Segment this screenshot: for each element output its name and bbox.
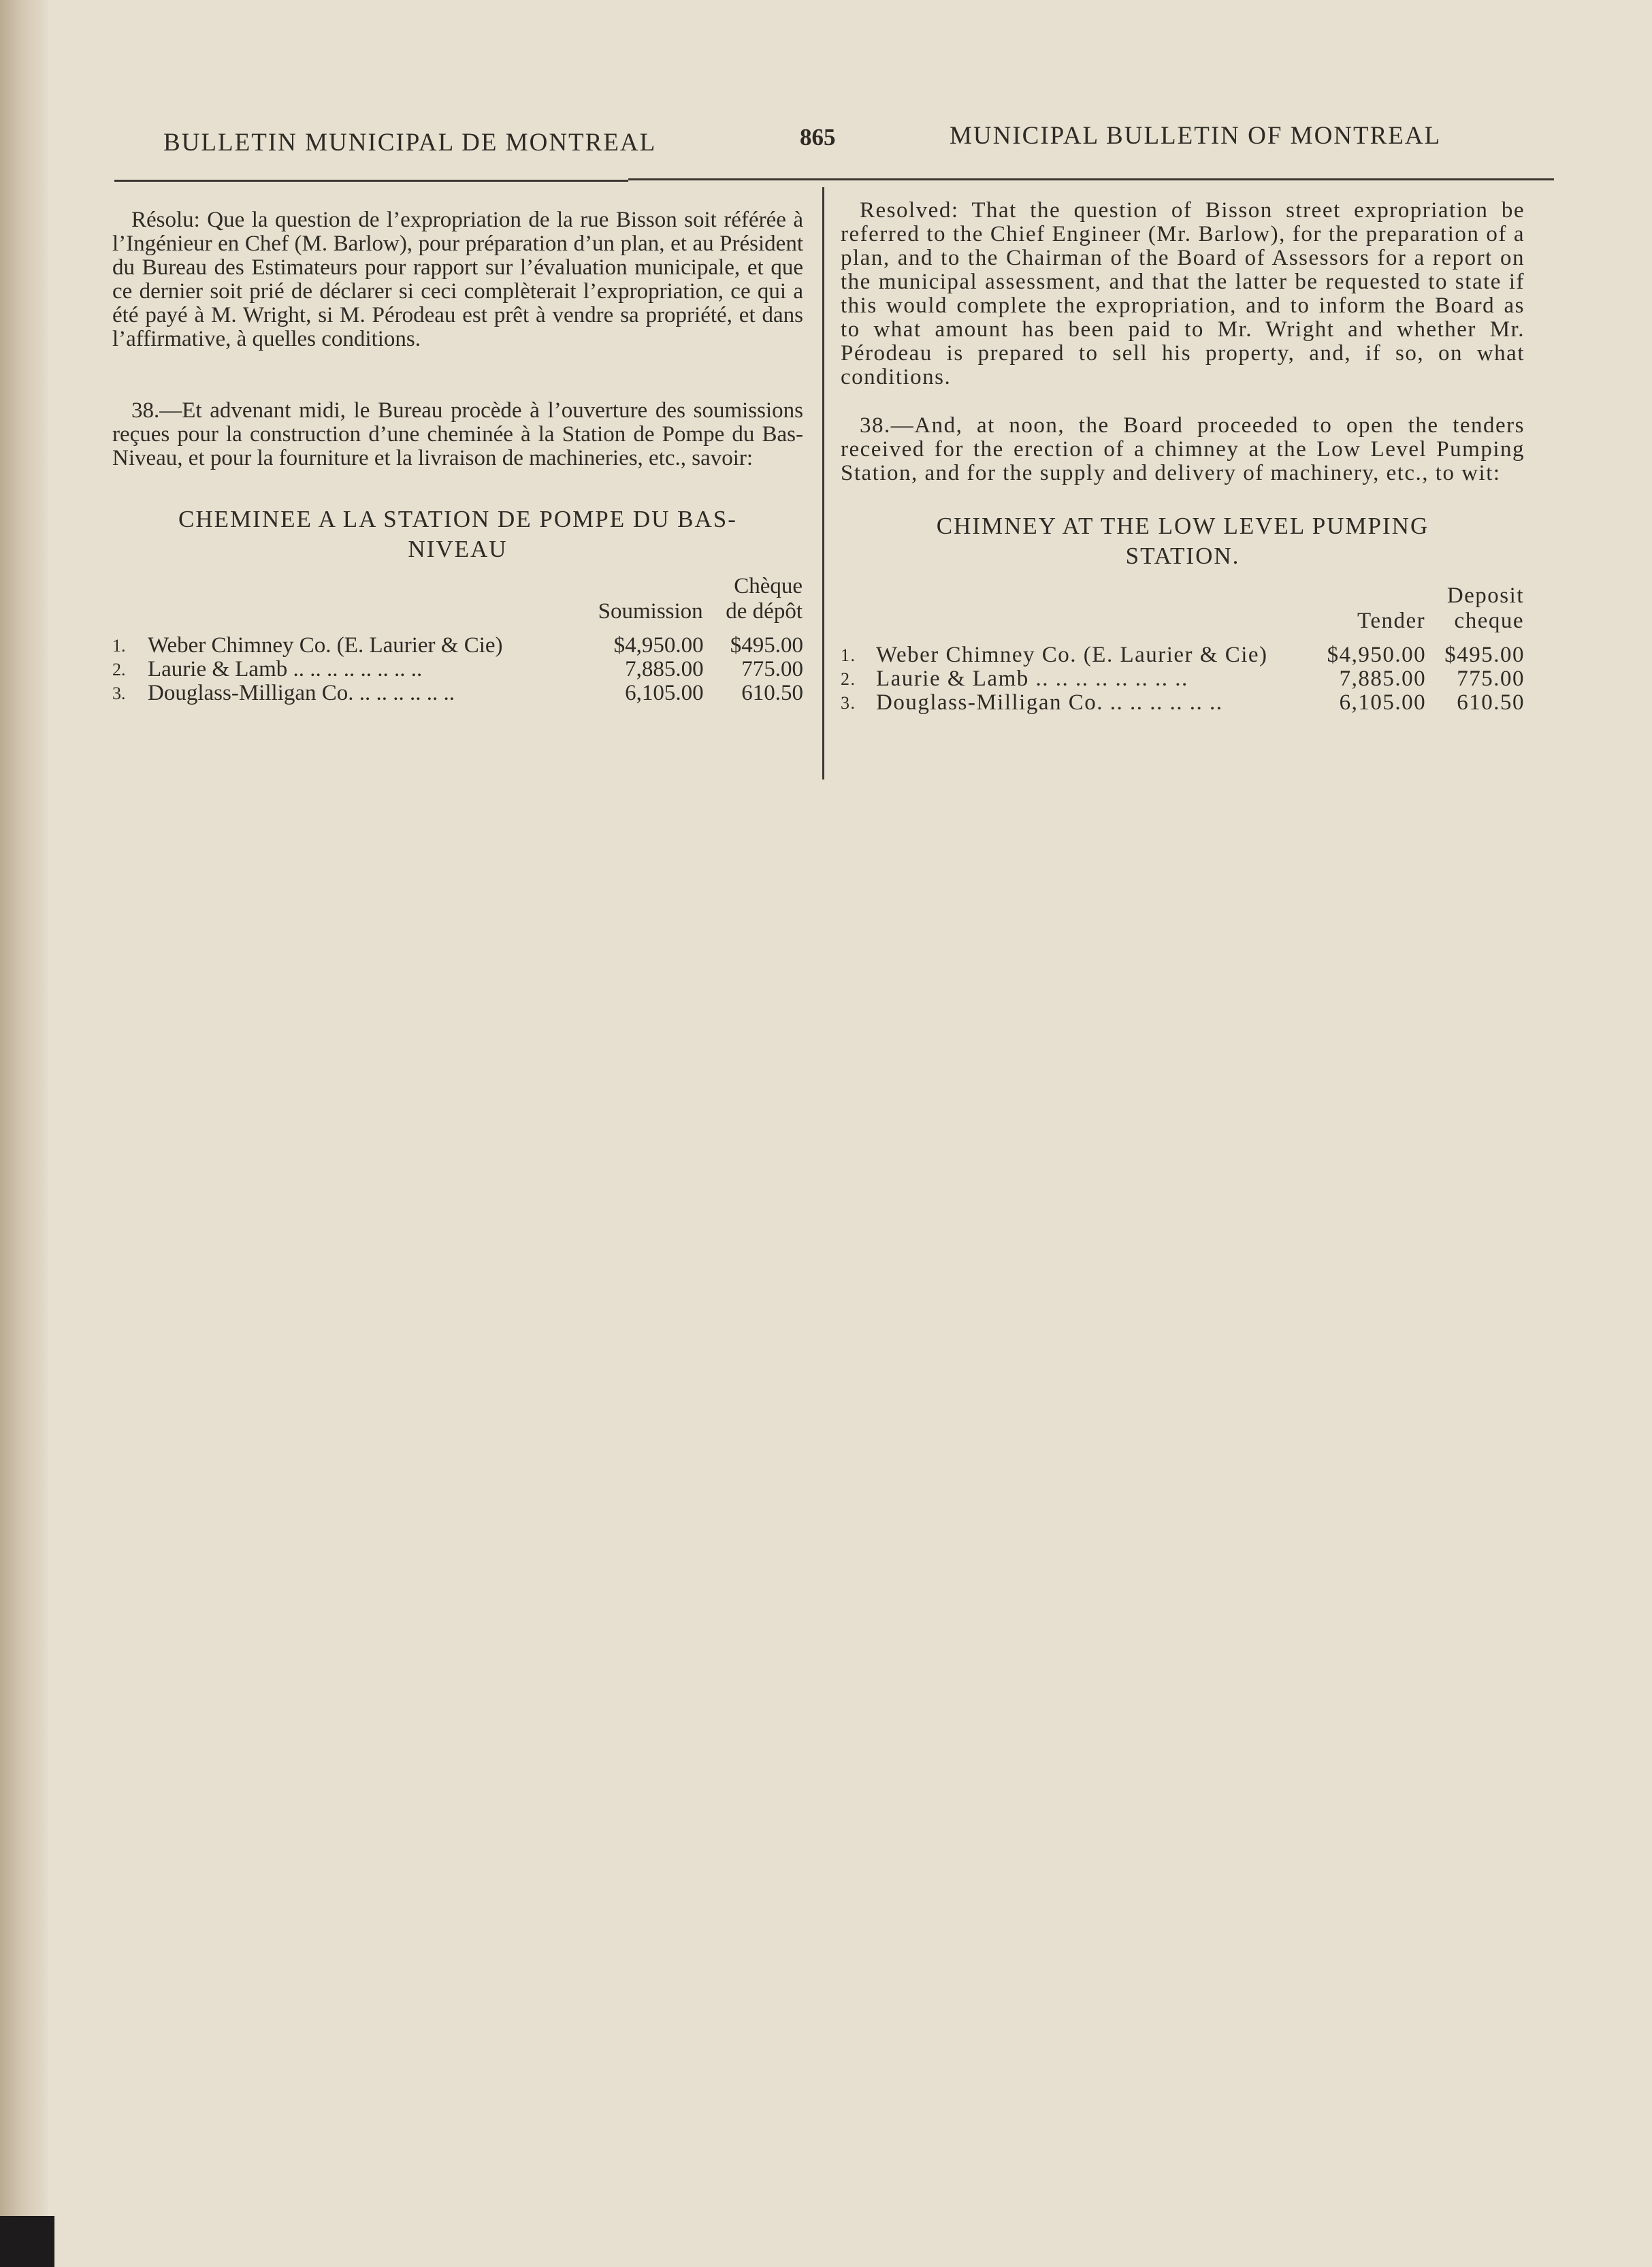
- table-row: [112, 681, 803, 705]
- tenderer-name: Laurie & Lamb .. .. .. .. .. .. .. ..: [876, 666, 1188, 691]
- tender-amount: $4,950.00: [1327, 643, 1427, 667]
- tender-amount: 7,885.00: [625, 657, 704, 681]
- col-header-deposit: cheque: [1454, 609, 1524, 633]
- french-tender-table: [112, 574, 803, 705]
- deposit-amount: $495.00: [1444, 643, 1525, 667]
- table-row: [112, 634, 803, 658]
- tender-amount: $4,950.00: [613, 633, 704, 658]
- english-heading-line-1: CHIMNEY AT THE LOW LEVEL PUMPING: [936, 513, 1429, 539]
- tenderer-name: Douglass-Milligan Co. .. .. .. .. .. ..: [148, 681, 455, 705]
- row-number: 1.: [112, 636, 126, 656]
- deposit-amount: 775.00: [741, 657, 803, 681]
- deposit-amount: 610.50: [1457, 690, 1525, 715]
- col-header-amount: Tender: [1357, 609, 1426, 633]
- french-resolution: Résolu: Que la question de l’expropriation de la rue Bisson soit référée à l’Ingénieur en Chef (M. Barlow), pour préparation d’un plan, et au Président du Bureau des Estimateurs pour rapport sur l’évaluation municipale, et que ce dernier soit prié de déclarer si ceci complèterait l’expropriation, ce qui a été payé à M. Wright, si M. Pérodeau est prêt à vendre sa propriété, et dans l’affirmative, à quelles conditions.: [112, 208, 803, 351]
- french-section-heading: [112, 504, 803, 564]
- row-number: 2.: [112, 660, 126, 679]
- french-heading-line-2: NIVEAU: [408, 536, 508, 562]
- table-row: [841, 667, 1525, 691]
- tenderer-name: Douglass-Milligan Co. .. .. .. .. .. ..: [876, 690, 1223, 715]
- french-column: [112, 208, 803, 705]
- english-column: [841, 199, 1525, 715]
- french-heading-line-1: CHEMINEE A LA STATION DE POMPE DU BAS-: [178, 506, 737, 532]
- table-row: [841, 643, 1525, 667]
- tender-amount: 6,105.00: [625, 681, 704, 705]
- row-number: 1.: [841, 645, 856, 665]
- table-header-row: [112, 599, 803, 624]
- english-tender-table: [841, 583, 1525, 715]
- english-heading-line-2: STATION.: [1125, 543, 1240, 569]
- page-header: [123, 121, 1529, 162]
- english-item-38: 38.—And, at noon, the Board proceeded to open the tenders received for the erection of a chimney at the Low Level Pumping Station, and for the supply and delivery of machinery, etc., to wit:: [841, 413, 1525, 485]
- tender-amount: 7,885.00: [1339, 666, 1427, 691]
- header-rule-left: [114, 180, 628, 182]
- deposit-amount: 610.50: [741, 681, 803, 705]
- col-header-deposit-top: Chèque: [734, 574, 803, 598]
- column-divider: [822, 187, 824, 779]
- tenderer-name: Weber Chimney Co. (E. Laurier & Cie): [148, 633, 503, 658]
- english-section-heading: [841, 511, 1525, 571]
- row-number: 2.: [841, 669, 856, 689]
- table-header-row: [841, 609, 1525, 634]
- table-header-row: [112, 574, 803, 599]
- row-number: 3.: [112, 684, 126, 703]
- tender-amount: 6,105.00: [1339, 690, 1427, 715]
- french-item-38: 38.—Et advenant midi, le Bureau procède à l’ouverture des soumissions reçues pour la construction d’une cheminée à la Station de Pompe du Bas-Niveau, et pour la fourniture et la livraison de machineries, etc., savoir:: [112, 398, 803, 470]
- english-resolution: Resolved: That the question of Bisson street expropriation be referred to the Chief Engineer (Mr. Barlow), for the preparation of a plan, and to the Chairman of the Board of Assessors for a report on the municipal assessment, and that the latter be requested to state if this would complete the expropriation, and to inform the Board as to what amount has been paid to Mr. Wright and whether Mr. Pérodeau is prepared to sell his property, and, if so, on what conditions.: [841, 198, 1525, 389]
- col-header-deposit-top: Deposit: [1446, 583, 1524, 608]
- table-header-row: [841, 583, 1525, 609]
- row-number: 3.: [841, 693, 856, 713]
- deposit-amount: $495.00: [730, 633, 803, 658]
- page-number: 865: [800, 124, 836, 150]
- header-rule-right: [628, 178, 1554, 180]
- deposit-amount: 775.00: [1457, 666, 1525, 691]
- header-title-english: MUNICIPAL BULLETIN OF MONTREAL: [950, 122, 1442, 150]
- table-row: [841, 691, 1525, 715]
- page-spine-shadow: [0, 0, 48, 2267]
- col-header-deposit: de dépôt: [726, 599, 803, 624]
- tenderer-name: Weber Chimney Co. (E. Laurier & Cie): [876, 643, 1268, 667]
- tenderer-name: Laurie & Lamb .. .. .. .. .. .. .. ..: [148, 657, 423, 681]
- header-title-french: BULLETIN MUNICIPAL DE MONTREAL: [163, 129, 657, 157]
- page-corner-edge: [0, 2216, 54, 2267]
- col-header-amount: Soumission: [598, 599, 703, 624]
- table-row: [112, 658, 803, 681]
